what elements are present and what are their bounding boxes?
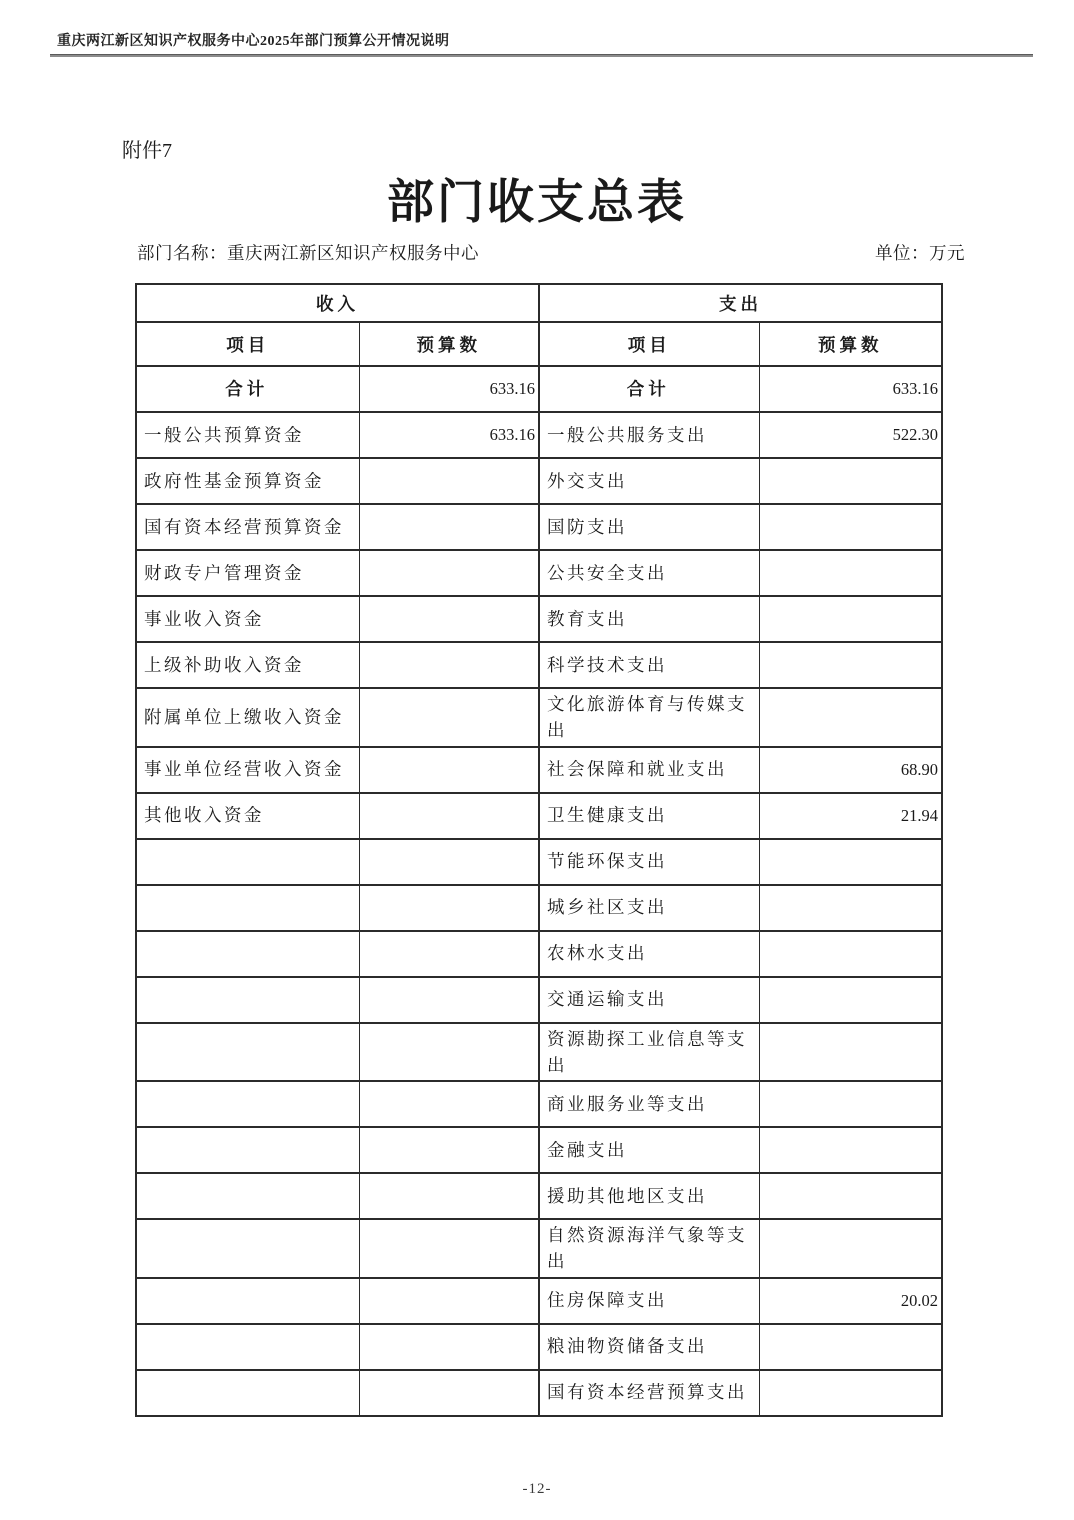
income-item-cell xyxy=(136,839,359,885)
expense-budget-cell: 633.16 xyxy=(759,366,942,412)
income-budget-cell xyxy=(359,1219,539,1278)
expense-budget-cell xyxy=(759,885,942,931)
income-budget-cell xyxy=(359,747,539,793)
income-budget-cell: 633.16 xyxy=(359,366,539,412)
expense-item-cell: 金融支出 xyxy=(539,1127,759,1173)
table-row xyxy=(136,596,942,642)
income-item-cell xyxy=(136,1219,359,1278)
expense-budget-cell xyxy=(759,642,942,688)
expense-item-cell: 科学技术支出 xyxy=(539,642,759,688)
table-row xyxy=(136,1023,942,1082)
budget-table-head xyxy=(136,284,942,366)
income-budget-cell xyxy=(359,550,539,596)
expense-budget-cell: 522.30 xyxy=(759,412,942,458)
expense-budget-cell xyxy=(759,688,942,747)
table-row xyxy=(136,931,942,977)
expense-budget-cell: 21.94 xyxy=(759,793,942,839)
income-item-cell: 一般公共预算资金 xyxy=(136,412,359,458)
income-budget-cell xyxy=(359,504,539,550)
department-name-label: 部门名称：重庆两江新区知识产权服务中心 xyxy=(137,243,479,263)
table-row xyxy=(136,366,942,412)
expense-item-cell: 一般公共服务支出 xyxy=(539,412,759,458)
income-budget-cell xyxy=(359,1173,539,1219)
income-item-cell xyxy=(136,885,359,931)
table-meta-row xyxy=(137,240,965,265)
expense-budget-cell xyxy=(759,1324,942,1370)
income-item-cell xyxy=(136,977,359,1023)
attachment-label: 附件7 xyxy=(122,140,172,162)
table-row xyxy=(136,550,942,596)
expense-item-cell: 卫生健康支出 xyxy=(539,793,759,839)
expense-item-cell: 公共安全支出 xyxy=(539,550,759,596)
expense-item-cell: 国防支出 xyxy=(539,504,759,550)
expense-budget-cell xyxy=(759,1081,942,1127)
table-row xyxy=(136,1219,942,1278)
income-item-column-header: 项目 xyxy=(136,322,359,366)
expense-item-cell: 交通运输支出 xyxy=(539,977,759,1023)
expense-budget-cell xyxy=(759,1370,942,1416)
expense-budget-cell xyxy=(759,550,942,596)
table-row xyxy=(136,504,942,550)
expense-budget-cell xyxy=(759,1023,942,1082)
expense-item-cell: 自然资源海洋气象等支出 xyxy=(539,1219,759,1278)
expense-item-cell: 合计 xyxy=(539,366,759,412)
page-number: -12- xyxy=(522,1481,552,1497)
income-budget-cell xyxy=(359,1278,539,1324)
expense-item-cell: 外交支出 xyxy=(539,458,759,504)
table-row xyxy=(136,839,942,885)
table-row xyxy=(136,793,942,839)
table-row xyxy=(136,412,942,458)
expense-budget-cell xyxy=(759,1173,942,1219)
income-item-cell: 合计 xyxy=(136,366,359,412)
income-budget-cell xyxy=(359,596,539,642)
expense-budget-cell xyxy=(759,1219,942,1278)
expense-budget-cell xyxy=(759,1127,942,1173)
income-budget-cell xyxy=(359,931,539,977)
unit-label: 单位：万元 xyxy=(875,243,965,263)
expense-item-cell: 农林水支出 xyxy=(539,931,759,977)
expense-item-cell: 节能环保支出 xyxy=(539,839,759,885)
expense-budget-cell xyxy=(759,839,942,885)
income-item-cell xyxy=(136,931,359,977)
expenditure-section-header: 支出 xyxy=(539,284,942,322)
table-row xyxy=(136,1324,942,1370)
table-row xyxy=(136,1370,942,1416)
income-item-cell: 其他收入资金 xyxy=(136,793,359,839)
income-budget-cell xyxy=(359,977,539,1023)
income-budget-cell xyxy=(359,885,539,931)
expense-item-column-header: 项目 xyxy=(539,322,759,366)
income-item-cell: 事业单位经营收入资金 xyxy=(136,747,359,793)
expense-item-cell: 住房保障支出 xyxy=(539,1278,759,1324)
table-row xyxy=(136,977,942,1023)
expense-item-cell: 社会保障和就业支出 xyxy=(539,747,759,793)
income-budget-cell xyxy=(359,642,539,688)
income-item-cell: 国有资本经营预算资金 xyxy=(136,504,359,550)
income-budget-cell xyxy=(359,839,539,885)
income-budget-cell xyxy=(359,688,539,747)
expense-item-cell: 粮油物资储备支出 xyxy=(539,1324,759,1370)
table-row xyxy=(136,1127,942,1173)
income-item-cell xyxy=(136,1081,359,1127)
income-item-cell: 财政专户管理资金 xyxy=(136,550,359,596)
income-item-cell xyxy=(136,1278,359,1324)
income-budget-cell xyxy=(359,1324,539,1370)
budget-summary-table xyxy=(135,283,943,1417)
expense-item-cell: 国有资本经营预算支出 xyxy=(539,1370,759,1416)
expense-item-cell: 教育支出 xyxy=(539,596,759,642)
expense-budget-column-header: 预算数 xyxy=(759,322,942,366)
expense-budget-cell: 68.90 xyxy=(759,747,942,793)
income-budget-cell: 633.16 xyxy=(359,412,539,458)
expense-budget-cell xyxy=(759,596,942,642)
table-row xyxy=(136,885,942,931)
income-budget-column-header: 预算数 xyxy=(359,322,539,366)
income-item-cell xyxy=(136,1370,359,1416)
table-row xyxy=(136,458,942,504)
expense-item-cell: 资源勘探工业信息等支出 xyxy=(539,1023,759,1082)
expense-item-cell: 商业服务业等支出 xyxy=(539,1081,759,1127)
table-row xyxy=(136,642,942,688)
table-row xyxy=(136,1278,942,1324)
income-budget-cell xyxy=(359,793,539,839)
income-item-cell: 事业收入资金 xyxy=(136,596,359,642)
income-budget-cell xyxy=(359,1023,539,1082)
income-item-cell xyxy=(136,1324,359,1370)
income-budget-cell xyxy=(359,1081,539,1127)
income-item-cell: 上级补助收入资金 xyxy=(136,642,359,688)
income-section-header: 收入 xyxy=(136,284,539,322)
table-column-header-row xyxy=(136,322,942,366)
page-title: 部门收支总表 xyxy=(387,177,687,229)
income-budget-cell xyxy=(359,1127,539,1173)
document-header-note: 重庆两江新区知识产权服务中心2025年部门预算公开情况说明 xyxy=(57,34,450,49)
income-budget-cell xyxy=(359,1370,539,1416)
income-item-cell: 政府性基金预算资金 xyxy=(136,458,359,504)
income-item-cell xyxy=(136,1173,359,1219)
table-section-header-row xyxy=(136,284,942,322)
expense-item-cell: 文化旅游体育与传媒支出 xyxy=(539,688,759,747)
table-row xyxy=(136,1173,942,1219)
expense-budget-cell: 20.02 xyxy=(759,1278,942,1324)
table-row xyxy=(136,688,942,747)
expense-item-cell: 城乡社区支出 xyxy=(539,885,759,931)
table-row xyxy=(136,1081,942,1127)
expense-budget-cell xyxy=(759,977,942,1023)
expense-item-cell: 援助其他地区支出 xyxy=(539,1173,759,1219)
income-budget-cell xyxy=(359,458,539,504)
header-rule-divider xyxy=(50,54,1033,57)
income-item-cell xyxy=(136,1023,359,1082)
table-row xyxy=(136,747,942,793)
income-item-cell xyxy=(136,1127,359,1173)
income-item-cell: 附属单位上缴收入资金 xyxy=(136,688,359,747)
expense-budget-cell xyxy=(759,458,942,504)
expense-budget-cell xyxy=(759,504,942,550)
expense-budget-cell xyxy=(759,931,942,977)
budget-table-body xyxy=(136,366,942,1416)
